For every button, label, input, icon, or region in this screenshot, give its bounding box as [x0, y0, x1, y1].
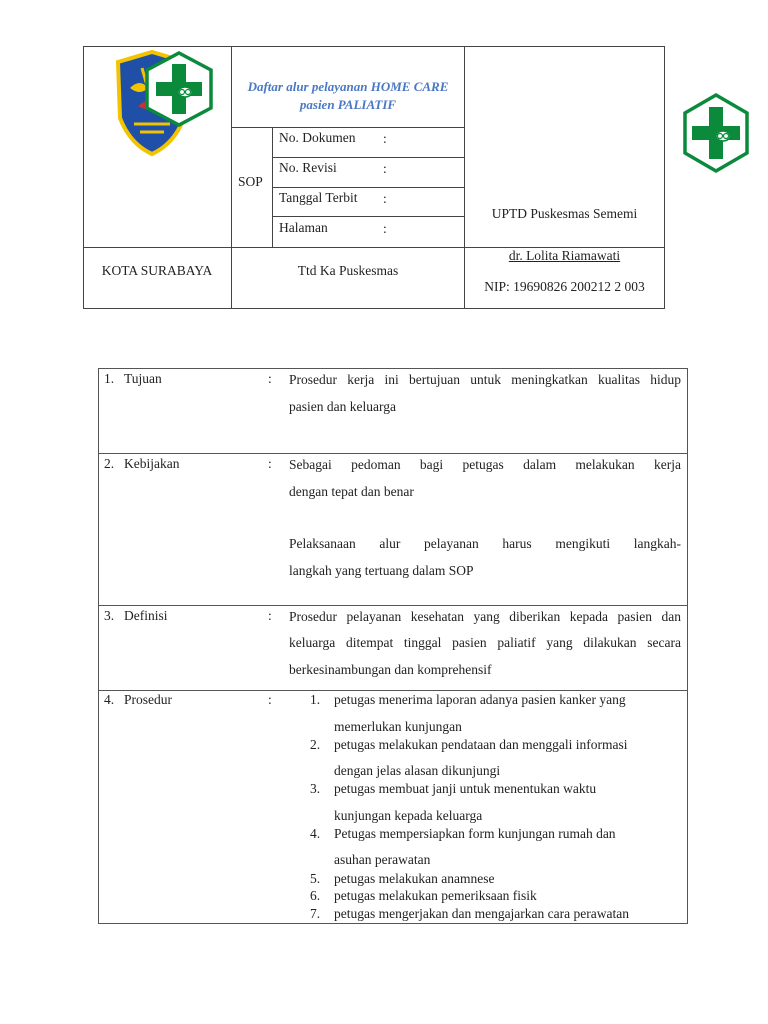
step-text: petugas melakukan anamnese	[334, 871, 495, 886]
tujuan-text: Prosedur kerja ini bertujuan untuk meningkatkan kualitas hidup	[289, 372, 681, 387]
section-colon: :	[268, 692, 272, 707]
step-text-continued: asuhan perawatan	[334, 852, 431, 867]
section-number: 2.	[104, 456, 115, 471]
organization-name: UPTD Puskesmas Sememi	[491, 206, 638, 221]
kebijakan-p1-line2: dengan tepat dan benar	[289, 484, 414, 499]
puskesmas-badge-icon	[685, 95, 747, 171]
step-number: 4.	[310, 826, 321, 841]
section-colon: :	[268, 371, 272, 386]
city-name: KOTA SURABAYA	[101, 263, 213, 278]
definisi-line1: Prosedur pelayanan kesehatan yang diberikan kepada pasien dan	[289, 609, 681, 624]
step-text: petugas melakukan pendataan dan menggali informasi	[334, 737, 628, 752]
section-label-prosedur: Prosedur	[124, 692, 172, 707]
step-text-continued: dengan jelas alasan dikunjungi	[334, 763, 501, 778]
step-number: 7.	[310, 906, 321, 921]
step-number: 1.	[310, 692, 321, 707]
kebijakan-p2-line1: Pelaksanaan alur pelayanan harus mengikuti langkah-	[289, 536, 681, 551]
section-number: 4.	[104, 692, 115, 707]
step-text: Petugas mempersiapkan form kunjungan rumah dan	[334, 826, 616, 841]
meta-colon: :	[383, 161, 387, 176]
tujuan-text-line2: pasien dan keluarga	[289, 399, 396, 414]
step-text-continued: memerlukan kunjungan	[334, 719, 462, 734]
signer-nip: NIP: 19690826 200212 2 003	[484, 279, 645, 294]
section-label-kebijakan: Kebijakan	[124, 456, 180, 471]
section-label-definisi: Definisi	[124, 608, 168, 623]
step-text: petugas mengerjakan dan mengajarkan cara perawatan	[334, 906, 629, 921]
section-colon: :	[268, 608, 272, 623]
meta-label-no-dokumen: No. Dokumen	[279, 130, 356, 145]
puskesmas-logo-icon	[147, 53, 211, 125]
kebijakan-p2-line2: langkah yang tertuang dalam SOP	[289, 563, 474, 578]
meta-label-no-revisi: No. Revisi	[279, 160, 337, 175]
definisi-line3: berkesinambungan dan komprehensif	[289, 662, 492, 677]
puskesmas-logo	[682, 92, 750, 174]
document-title: Daftar alur pelayanan HOME CARE pasien PALIATIF	[247, 79, 449, 112]
step-text: petugas menerima laporan adanya pasien kanker yang	[334, 692, 626, 707]
step-text: petugas membuat janji untuk menentukan waktu	[334, 781, 597, 796]
meta-colon: :	[383, 131, 387, 146]
sop-label: SOP	[238, 174, 263, 189]
step-text: petugas melakukan pemeriksaan fisik	[334, 888, 537, 903]
section-label-tujuan: Tujuan	[124, 371, 162, 386]
meta-colon: :	[383, 191, 387, 206]
city-emblem-logo	[112, 48, 217, 158]
step-number: 5.	[310, 871, 321, 886]
signer-name: dr. Lolita Riamawati	[508, 248, 621, 263]
section-colon: :	[268, 456, 272, 471]
step-number: 3.	[310, 781, 321, 796]
meta-label-halaman: Halaman	[279, 220, 328, 235]
section-number: 1.	[104, 371, 115, 386]
meta-label-tanggal-terbit: Tanggal Terbit	[279, 190, 358, 205]
signature-label: Ttd Ka Puskesmas	[297, 263, 399, 278]
kebijakan-p1-line1: Sebagai pedoman bagi petugas dalam melakukan kerja	[289, 457, 681, 472]
step-number: 2.	[310, 737, 321, 752]
meta-colon: :	[383, 221, 387, 236]
step-number: 6.	[310, 888, 321, 903]
definisi-line2: keluarga ditempat tinggal pasien paliatif yang dilakukan secara	[289, 635, 681, 650]
section-number: 3.	[104, 608, 115, 623]
step-text-continued: kunjungan kepada keluarga	[334, 808, 483, 823]
